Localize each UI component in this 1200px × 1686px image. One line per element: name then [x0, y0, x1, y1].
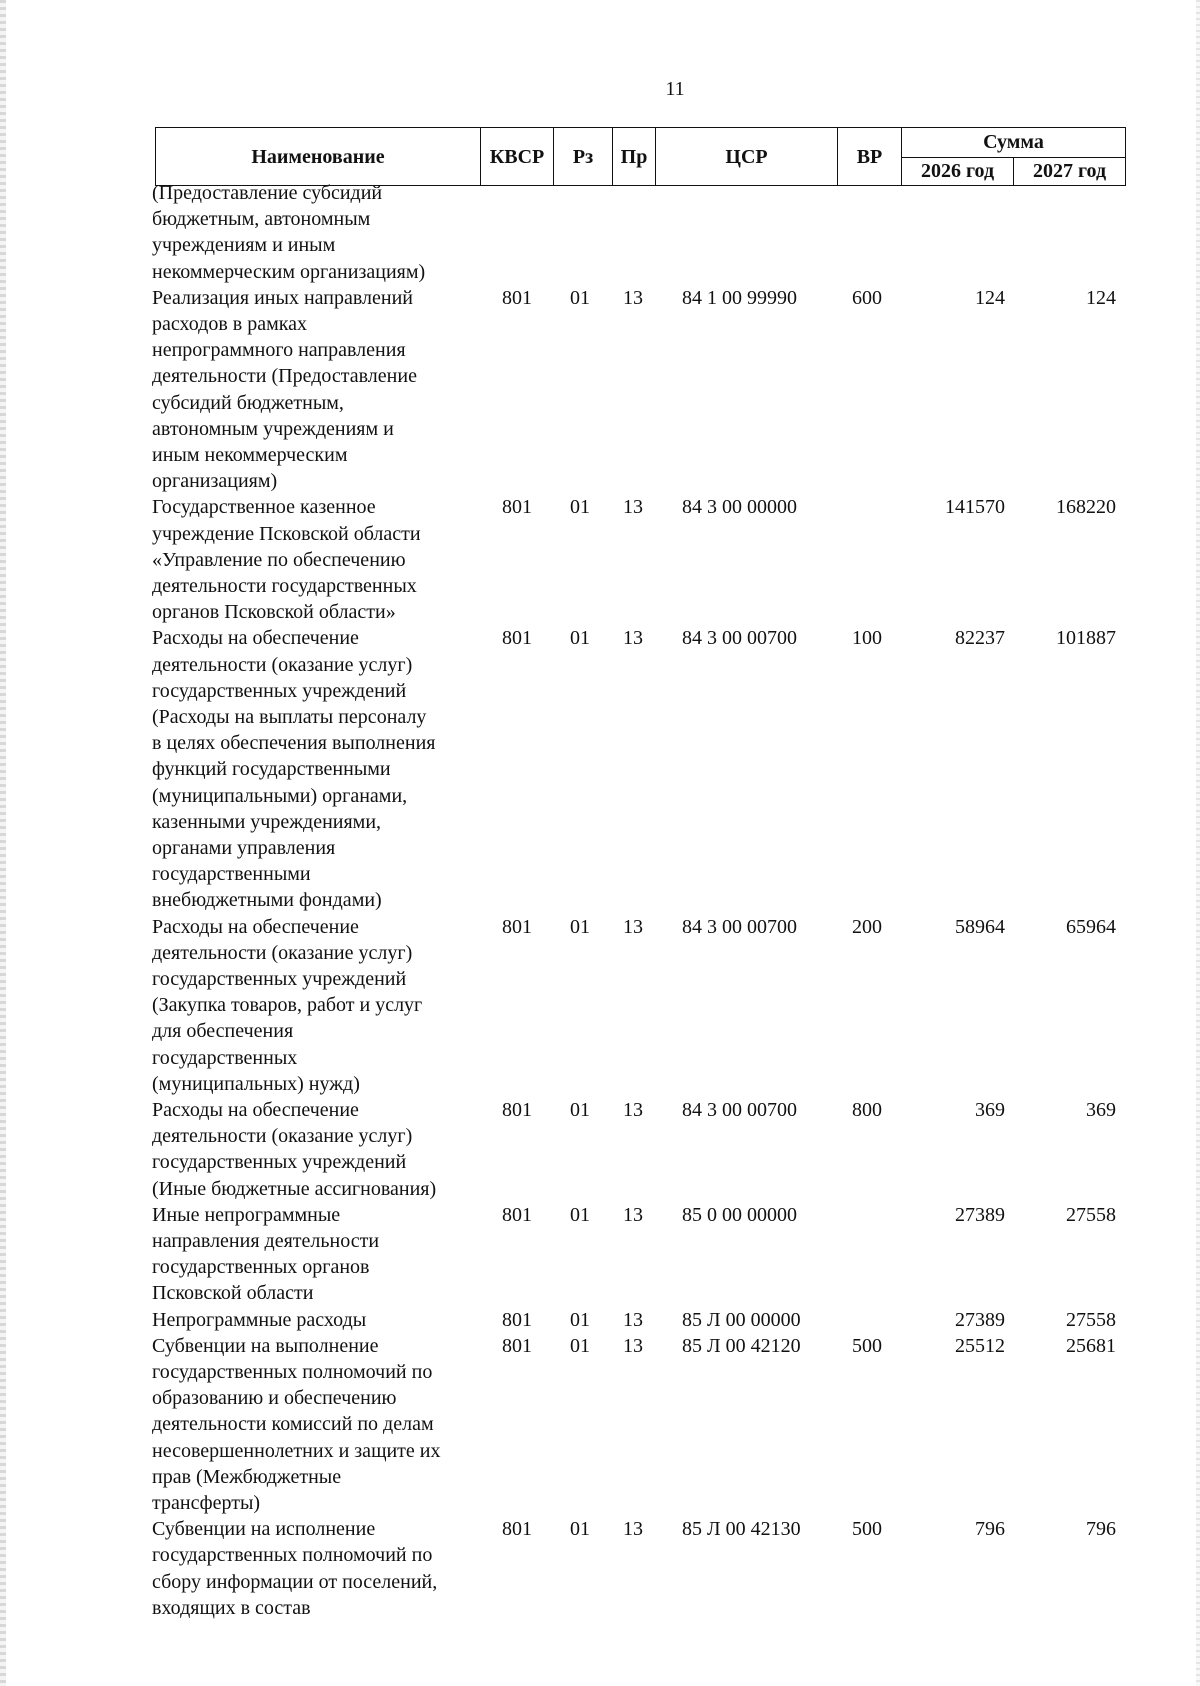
- header-year-2026: 2026 год: [902, 157, 1014, 186]
- page-number: 11: [665, 78, 685, 100]
- row-name-line: деятельности комиссий по делам: [152, 1413, 434, 1436]
- row-pr: 13: [623, 1334, 643, 1357]
- row-csr: 84 3 00 00700: [682, 915, 797, 938]
- row-name-line: казенными учреждениями,: [152, 810, 382, 833]
- row-name-line: (Иные бюджетные ассигнования): [152, 1177, 437, 1200]
- row-vr: 800: [852, 1099, 882, 1121]
- row-csr: 84 3 00 00700: [682, 627, 797, 650]
- row-y2027: 65964: [1066, 915, 1116, 938]
- row-csr: 84 3 00 00000: [682, 496, 797, 519]
- row-name: [152, 1202, 474, 1307]
- row-vr: 500: [852, 1518, 882, 1541]
- row-rz: 01: [570, 1518, 590, 1541]
- row-name-line: (муниципальных) нужд): [152, 1072, 360, 1095]
- row-name-line: (муниципальными) органами,: [152, 784, 408, 807]
- row-name-line: бюджетным, автономным: [152, 208, 371, 231]
- row-name: [152, 1516, 474, 1621]
- row-name: [152, 1333, 474, 1516]
- row-name-line: трансферты): [152, 1492, 261, 1515]
- row-kvsr: 801: [502, 496, 532, 519]
- row-name-line: государственных учреждений: [152, 968, 407, 990]
- row-rz: 01: [570, 1334, 590, 1357]
- row-pr: 13: [623, 1203, 643, 1226]
- row-name-line: органами управления: [152, 837, 336, 860]
- row-name-line: Государственное казенное: [152, 496, 376, 519]
- row-rz: 01: [570, 1308, 590, 1331]
- row-rz: 01: [570, 1203, 590, 1226]
- row-name-line: субсидий бюджетным,: [152, 391, 344, 414]
- row-name-line: «Управление по обеспечению: [152, 548, 406, 571]
- row-pr: 13: [623, 915, 643, 938]
- row-name-line: организациям): [152, 470, 278, 493]
- header-year-2027: 2027 год: [1014, 157, 1126, 186]
- row-name-line: государственных органов: [152, 1256, 370, 1279]
- row-y2026: 124: [975, 286, 1005, 309]
- row-name-line: государственных: [152, 1046, 298, 1069]
- row-name: [152, 914, 474, 1097]
- row-name-line: несовершеннолетних и защите их: [152, 1439, 441, 1462]
- row-name-line: некоммерческим организациям): [152, 260, 426, 283]
- row-name-line: деятельности (оказание услуг): [152, 653, 413, 676]
- row-csr: 85 0 00 00000: [682, 1203, 797, 1226]
- row-name-line: Расходы на обеспечение: [152, 1099, 359, 1121]
- row-kvsr: 801: [502, 1334, 532, 1357]
- row-y2026: 27389: [955, 1203, 1005, 1226]
- row-y2026: 141570: [945, 496, 1005, 519]
- row-y2027: 124: [1086, 286, 1116, 309]
- row-y2026: 25512: [955, 1334, 1005, 1357]
- row-name-line: учреждениям и иным: [152, 234, 336, 257]
- row-pr: 13: [623, 1308, 643, 1331]
- row-name-line: сбору информации от поселений,: [152, 1570, 438, 1593]
- row-name-line: Реализация иных направлений: [152, 286, 413, 309]
- row-y2027: 27558: [1066, 1203, 1116, 1226]
- row-y2027: 796: [1086, 1518, 1116, 1541]
- row-name-line: деятельности (оказание услуг): [152, 1125, 413, 1148]
- row-name: [152, 494, 474, 625]
- row-name-line: деятельности (оказание услуг): [152, 941, 413, 964]
- row-name-line: государственных учреждений: [152, 679, 407, 702]
- header-sum: Сумма: [902, 128, 1126, 158]
- row-name-line: государственных учреждений: [152, 1151, 407, 1174]
- row-y2026: 27389: [955, 1308, 1005, 1331]
- row-name: [152, 1307, 474, 1333]
- row-y2027: 101887: [1056, 627, 1116, 650]
- row-name-line: органов Псковской области»: [152, 601, 396, 624]
- row-csr: 84 3 00 00700: [682, 1099, 797, 1121]
- header-vr: ВР: [838, 128, 902, 186]
- row-name-line: входящих в состав: [152, 1596, 311, 1619]
- row-pr: 13: [623, 1099, 643, 1121]
- row-csr: 84 1 00 99990: [682, 286, 797, 309]
- header-name: Наименование: [156, 128, 481, 186]
- row-name-line: учреждение Псковской области: [152, 522, 421, 545]
- row-name-line: функций государственными: [152, 758, 391, 781]
- row-name-line: (Закупка товаров, работ и услуг: [152, 994, 423, 1017]
- header-rz: Рз: [554, 128, 613, 186]
- header-csr: ЦСР: [656, 128, 838, 186]
- row-name-line: автономным учреждениям и: [152, 417, 394, 440]
- row-name-line: государственных полномочий по: [152, 1544, 433, 1567]
- row-name-line: прав (Межбюджетные: [152, 1465, 342, 1488]
- row-y2026: 82237: [955, 627, 1005, 650]
- row-name-line: государственных полномочий по: [152, 1361, 433, 1383]
- row-y2026: 369: [975, 1099, 1005, 1121]
- row-name: [152, 1097, 474, 1202]
- row-rz: 01: [570, 286, 590, 309]
- row-name-line: Субвенции на выполнение: [152, 1334, 379, 1357]
- row-name-line: государственными: [152, 863, 311, 886]
- row-kvsr: 801: [502, 1099, 532, 1121]
- row-name-line: Субвенции на исполнение: [152, 1518, 376, 1541]
- row-rz: 01: [570, 1099, 590, 1121]
- row-name: [152, 180, 474, 285]
- row-name: [152, 285, 474, 495]
- row-vr: 600: [852, 286, 882, 309]
- row-name-line: Псковской области: [152, 1282, 314, 1305]
- row-name-line: для обеспечения: [152, 1020, 294, 1043]
- row-vr: 100: [852, 627, 882, 650]
- row-name-line: деятельности (Предоставление: [152, 365, 417, 388]
- row-y2026: 796: [975, 1518, 1005, 1541]
- header-pr: Пр: [613, 128, 656, 186]
- row-csr: 85 Л 00 00000: [682, 1308, 801, 1331]
- row-y2027: 369: [1086, 1099, 1116, 1121]
- row-name-line: деятельности государственных: [152, 575, 417, 597]
- row-kvsr: 801: [502, 1308, 532, 1331]
- row-name-line: Расходы на обеспечение: [152, 627, 359, 650]
- scan-edge-left: [0, 0, 6, 1686]
- row-pr: 13: [623, 1518, 643, 1541]
- header-kvsr: КВСР: [481, 128, 554, 186]
- row-rz: 01: [570, 627, 590, 650]
- row-vr: 500: [852, 1334, 882, 1357]
- row-pr: 13: [623, 286, 643, 309]
- row-kvsr: 801: [502, 286, 532, 309]
- row-kvsr: 801: [502, 1203, 532, 1226]
- row-y2027: 27558: [1066, 1308, 1116, 1331]
- row-y2027: 25681: [1066, 1334, 1116, 1357]
- row-csr: 85 Л 00 42120: [682, 1334, 801, 1357]
- row-name-line: иным некоммерческим: [152, 444, 348, 467]
- row-rz: 01: [570, 496, 590, 519]
- row-name-line: (Расходы на выплаты персоналу: [152, 706, 427, 728]
- row-name-line: (Предоставление субсидий: [152, 182, 383, 204]
- row-csr: 85 Л 00 42130: [682, 1518, 801, 1541]
- row-name-line: расходов в рамках: [152, 313, 308, 335]
- row-vr: 200: [852, 915, 882, 938]
- row-name-line: внебюджетными фондами): [152, 889, 382, 912]
- scan-edge-right: [1196, 0, 1200, 1686]
- row-kvsr: 801: [502, 627, 532, 650]
- row-y2027: 168220: [1056, 496, 1116, 519]
- row-kvsr: 801: [502, 1518, 532, 1541]
- row-name: [152, 625, 474, 913]
- row-name-line: Иные непрограммные: [152, 1203, 341, 1226]
- table-header: [155, 127, 1126, 186]
- row-kvsr: 801: [502, 915, 532, 938]
- row-pr: 13: [623, 627, 643, 650]
- row-name-line: Непрограммные расходы: [152, 1308, 367, 1331]
- row-name-line: непрограммного направления: [152, 339, 406, 362]
- row-name-line: образованию и обеспечению: [152, 1387, 397, 1410]
- row-pr: 13: [623, 496, 643, 519]
- row-y2026: 58964: [955, 915, 1005, 938]
- row-name-line: в целях обеспечения выполнения: [152, 732, 436, 755]
- row-name-line: направления деятельности: [152, 1230, 380, 1252]
- row-rz: 01: [570, 915, 590, 938]
- row-name-line: Расходы на обеспечение: [152, 915, 359, 938]
